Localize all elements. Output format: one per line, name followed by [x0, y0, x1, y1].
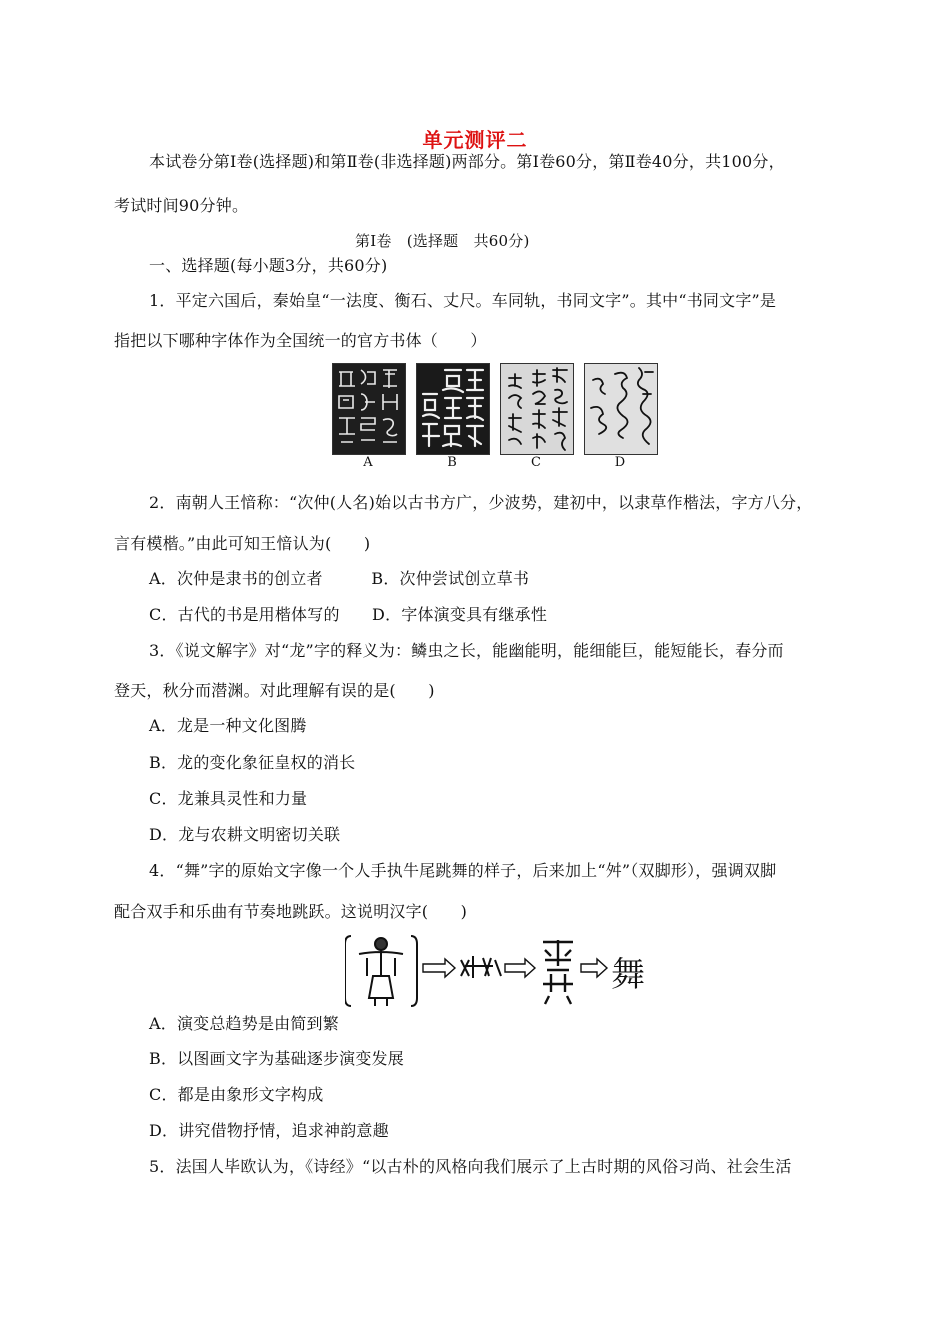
option-a-label: A	[363, 455, 373, 470]
q3-option-b: B．龙的变化象征皇权的消长	[149, 753, 356, 772]
section-header: 第Ⅰ卷 (选择题 共60分)	[355, 232, 530, 250]
q3-option-a: A．龙是一种文化图腾	[149, 716, 307, 735]
q2-line-1: 2．南朝人王愔称：“次仲(人名)始以古书方广，少波势，建初中，以隶草作楷法，字方八分，	[149, 493, 813, 512]
q4-option-a: A．演变总趋势是由简到繁	[149, 1014, 339, 1033]
calligraphy-options-row	[330, 363, 660, 473]
wu-character-evolution-figure	[345, 930, 645, 1010]
q3-option-d: D．龙与农耕文明密切关联	[149, 825, 341, 844]
q4-option-b: B．以图画文字为基础逐步演变发展	[149, 1049, 404, 1068]
bronze-glyph-icon	[543, 940, 573, 1004]
q3-line-2: 登天，秋分而潜渊。对此理解有误的是( )	[114, 681, 435, 700]
q3-line-1: 3．《说文解字》对“龙”字的释义为：鳞虫之长，能幽能明，能细能巨，能短能长，春分而	[149, 641, 784, 660]
q4-option-c: C．都是由象形文字构成	[149, 1085, 324, 1104]
q4-option-d: D．讲究借物抒情，追求神韵意趣	[149, 1121, 389, 1140]
q4-line-2: 配合双手和乐曲有节奏地跳跃。这说明汉字( )	[114, 902, 468, 921]
q1-line-1: 1．平定六国后，秦始皇“一法度、衡石、丈尺。车同轨，书同文字”。其中“书同文字”是	[149, 291, 777, 310]
q2-line-2: 言有模楷。”由此可知王愔认为( )	[114, 534, 371, 553]
q2-options-cd: C．古代的书是用楷体写的 D．字体演变具有继承性	[149, 605, 548, 624]
page-title: 单元测评二	[422, 128, 528, 152]
clerical-script-image	[416, 363, 490, 455]
option-b-label: B	[447, 455, 457, 470]
q4-line-1: 4．“舞”字的原始文字像一个人手执牛尾跳舞的样子，后来加上“舛”（双脚形），强调双脚	[149, 861, 777, 880]
q2-options-ab: A．次仲是隶书的创立者 B．次仲尝试创立草书	[149, 569, 530, 588]
q1-line-2: 指把以下哪种字体作为全国统一的官方书体（ ）	[114, 331, 487, 350]
arrow-icon	[423, 959, 455, 977]
oracle-bone-glyph-icon	[461, 956, 501, 978]
arrow-icon	[505, 959, 535, 977]
running-script-image	[500, 363, 574, 455]
seal-script-image	[332, 363, 406, 455]
part-header: 一、选择题(每小题3分，共60分)	[149, 256, 388, 275]
q5-line-1: 5．法国人毕欧认为，《诗经》“以古朴的风格向我们展示了上古时期的风俗习尚、社会生活	[149, 1157, 792, 1176]
dancer-pictograph-icon	[345, 936, 417, 1006]
evolution-drawing	[345, 930, 645, 1010]
intro-line-1: 本试卷分第Ⅰ卷(选择题)和第Ⅱ卷(非选择题)两部分。第Ⅰ卷60分，第Ⅱ卷40分，共100分，	[149, 152, 785, 171]
cursive-script-image	[584, 363, 658, 455]
intro-line-2: 考试时间90分钟。	[114, 196, 249, 215]
modern-wu-character: 舞	[611, 955, 645, 995]
q3-option-c: C．龙兼具灵性和力量	[149, 789, 308, 808]
option-c-label: C	[531, 455, 541, 470]
arrow-icon	[581, 959, 607, 977]
option-d-label: D	[614, 455, 626, 470]
